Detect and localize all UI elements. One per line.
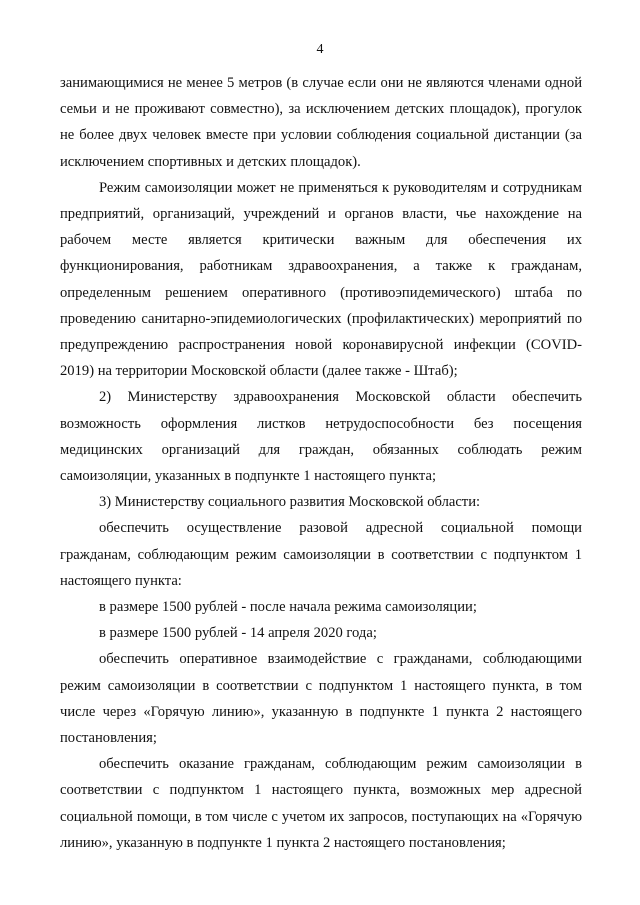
paragraph-hotline-interaction: обеспечить оперативное взаимодействие с гражданами, соблюдающими режим самоизоляции в соответствии с подпунктом 1 настоящего пункта, в том числе через «Горячую линию», указанную в подпункте 1 пункта 2 настоящего постановления; [60,651,582,747]
paragraph-aid-amount-1: в размере 1500 рублей - после начала режима самоизоляции; [99,599,477,616]
paragraph-one-time-aid: обеспечить осуществление разовой адресной социальной помощи гражданам, соблюдающим режим самоизоляции в соответствии с подпунктом 1 настоящего пункта: [60,520,582,589]
paragraph-continuation: занимающимися не менее 5 метров (в случае если они не являются членами одной семьи и не проживают совместно), за исключением детских площадок), прогулок не более двух человек вместе при условии соблюдения социальной дистанции (за исключением спортивных и детских площадок). [60,75,582,170]
paragraph-self-isolation-exemption: Режим самоизоляции может не применяться к руководителям и сотрудникам предприятий, организаций, учреждений и органов власти, чье нахождение на рабочем месте является критически важным для обеспечения их функционирования, работникам здравоохранения, а также к гражданам, определенным решением оперативного (противоэпидемического) штаба по проведению санитарно-эпидемиологических (профилактических) мероприятий по предупреждению распространения новой коронавирусной инфекции (COVID-2019) на территории Московской области (далее также - Штаб); [60,179,582,380]
paragraph-aid-amount-2: в размере 1500 рублей - 14 апреля 2020 года; [99,625,377,642]
paragraph-social-ministry: 3) Министерству социального развития Московской области: [99,494,481,511]
page-number: 4 [316,42,324,57]
document-body [60,70,582,856]
paragraph-health-ministry: 2) Министерству здравоохранения Московской области обеспечить возможность оформления листков нетрудоспособности без посещения медицинских организаций для граждан, обязанных соблюдать режим самоизоляции, указанных в подпункте 1 настоящего пункта; [60,389,582,485]
paragraph-targeted-aid: обеспечить оказание гражданам, соблюдающим режим самоизоляции в соответствии с подпунктом 1 настоящего пункта, возможных мер адресной социальной помощи, в том числе с учетом их запросов, поступающих на «Горячую линию», указанную в подпункте 1 пункта 2 настоящего постановления; [60,756,582,851]
